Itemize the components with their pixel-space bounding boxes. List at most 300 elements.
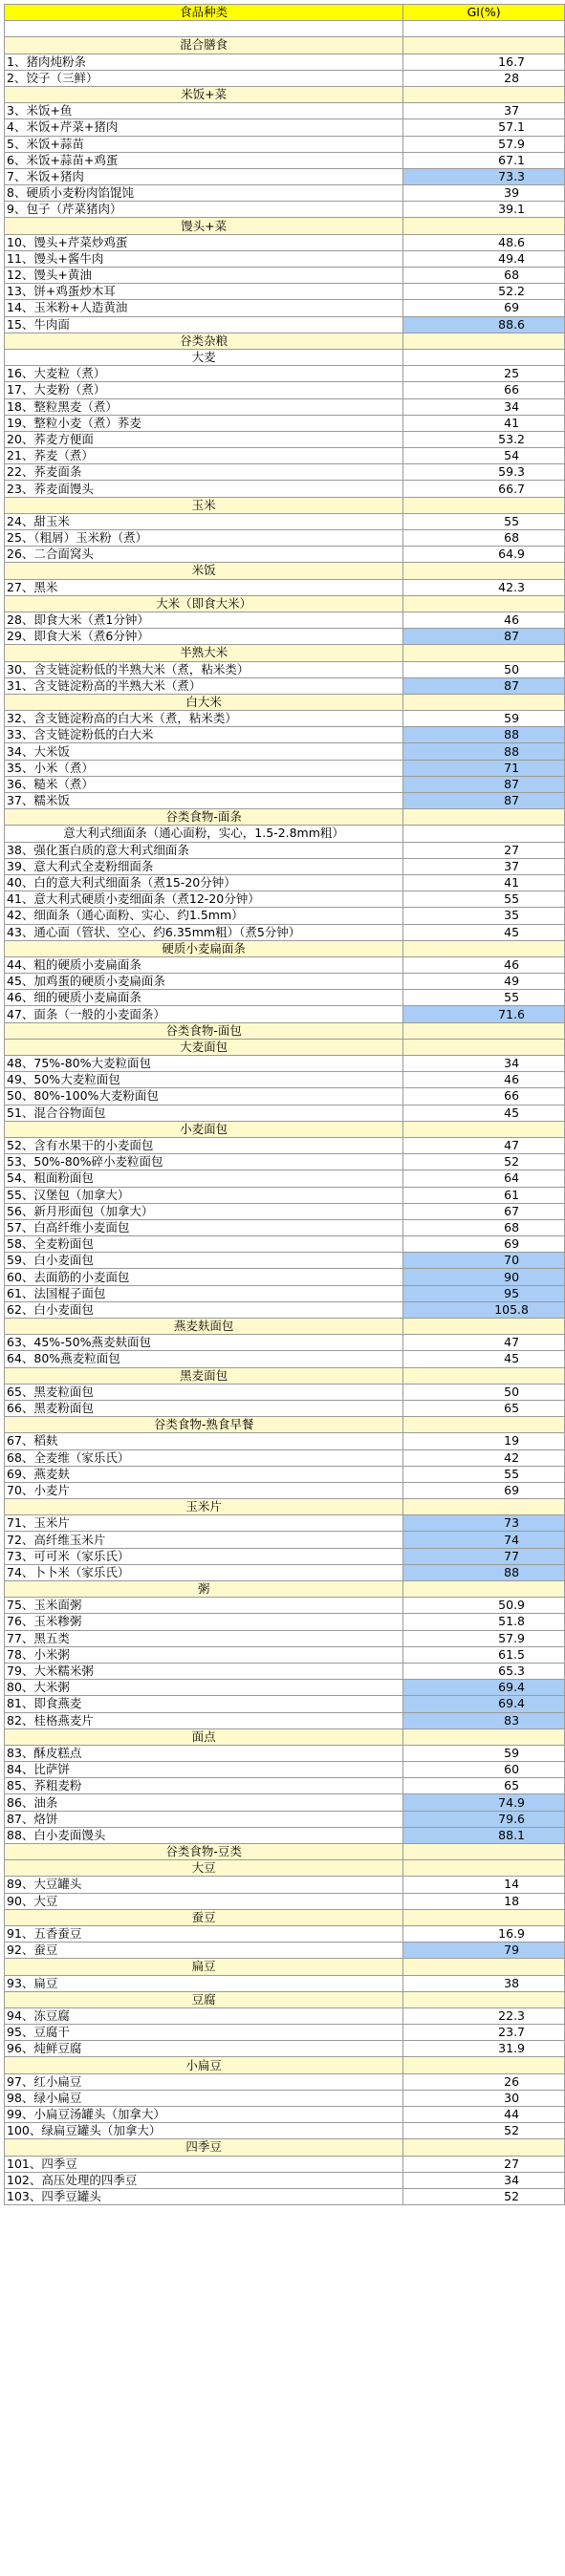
food-name-cell: 96、炖鲜豆腐 <box>5 2041 403 2057</box>
section-gi-cell <box>403 1039 565 1055</box>
section-row <box>5 1991 565 2007</box>
food-name-cell: 97、红小扁豆 <box>5 2073 403 2090</box>
food-name-cell: 63、45%-50%燕麦麸面包 <box>5 1335 403 1351</box>
food-name-cell: 90、大豆 <box>5 1893 403 1909</box>
gi-value-cell: 18 <box>403 1893 565 1909</box>
gi-value-cell: 105.8 <box>403 1301 565 1318</box>
gi-value-cell: 65.3 <box>403 1663 565 1679</box>
gi-value-cell: 28 <box>403 70 565 86</box>
food-name-cell: 17、大麦粉（煮） <box>5 382 403 398</box>
gi-value-cell: 45 <box>403 1351 565 1367</box>
food-name-cell: 26、二合面窝头 <box>5 547 403 563</box>
section-gi-cell <box>403 1959 565 1975</box>
table-row <box>5 1515 565 1532</box>
table-row <box>5 956 565 973</box>
food-name-cell: 66、黑麦粉面包 <box>5 1400 403 1416</box>
food-name-cell: 50、80%-100%大麦粉面包 <box>5 1088 403 1105</box>
section-gi-cell <box>403 1499 565 1515</box>
table-row <box>5 54 565 70</box>
food-name-cell: 33、含支链淀粉低的白大米 <box>5 727 403 743</box>
food-name-cell: 27、黑米 <box>5 579 403 595</box>
food-name-cell: 8、硬质小麦粉肉馅馄饨 <box>5 185 403 202</box>
blank-row <box>5 21 565 37</box>
section-row <box>5 1728 565 1745</box>
food-name-cell: 70、小麦片 <box>5 1482 403 1498</box>
section-gi-cell <box>403 1909 565 1925</box>
food-name-cell: 64、80%燕麦粒面包 <box>5 1351 403 1367</box>
food-name-cell: 86、油条 <box>5 1794 403 1811</box>
table-row <box>5 1680 565 1696</box>
gi-value-cell: 74 <box>403 1532 565 1548</box>
gi-value-cell: 55 <box>403 891 565 908</box>
food-name-cell: 56、新月形面包（加拿大） <box>5 1203 403 1219</box>
table-row <box>5 924 565 940</box>
food-name-cell: 77、黑五类 <box>5 1630 403 1646</box>
section-row <box>5 1022 565 1039</box>
table-row <box>5 1105 565 1121</box>
section-title: 燕麦麸面包 <box>5 1319 403 1335</box>
table-row <box>5 300 565 316</box>
gi-value-cell: 79.6 <box>403 1811 565 1827</box>
food-name-cell: 71、玉米片 <box>5 1515 403 1532</box>
food-name-cell: 95、豆腐干 <box>5 2025 403 2041</box>
gi-value-cell: 46 <box>403 612 565 628</box>
food-name-cell: 35、小米（煮） <box>5 760 403 776</box>
food-name-cell: 60、去面筋的小麦面包 <box>5 1269 403 1285</box>
table-row <box>5 284 565 300</box>
table-row <box>5 760 565 776</box>
gi-value-cell: 39 <box>403 185 565 202</box>
table-row <box>5 677 565 694</box>
section-title: 半熟大米 <box>5 645 403 661</box>
section-title: 蚕豆 <box>5 1909 403 1925</box>
section-gi-cell <box>403 349 565 365</box>
table-row <box>5 1006 565 1022</box>
table-row <box>5 103 565 119</box>
table-row <box>5 464 565 481</box>
table-row <box>5 1794 565 1811</box>
food-name-cell: 52、含有水果干的小麦面包 <box>5 1137 403 1153</box>
gi-value-cell: 47 <box>403 1335 565 1351</box>
food-name-cell: 18、整粒黑麦（煮） <box>5 398 403 415</box>
gi-value-cell: 14 <box>403 1877 565 1893</box>
gi-value-cell: 51.8 <box>403 1614 565 1630</box>
table-row <box>5 481 565 497</box>
table-row <box>5 250 565 267</box>
food-name-cell: 5、米饭+蒜苗 <box>5 136 403 152</box>
table-row <box>5 793 565 809</box>
table-row <box>5 711 565 727</box>
blank-cell <box>403 21 565 37</box>
food-name-cell: 16、大麦粒（煮） <box>5 366 403 382</box>
food-name-cell: 24、甜玉米 <box>5 513 403 529</box>
food-name-cell: 31、含支链淀粉高的半熟大米（煮） <box>5 677 403 694</box>
section-row <box>5 2057 565 2073</box>
section-gi-cell <box>403 1417 565 1433</box>
section-gi-cell <box>403 563 565 579</box>
table-row <box>5 530 565 547</box>
section-gi-cell <box>403 694 565 710</box>
gi-value-cell: 71.6 <box>403 1006 565 1022</box>
section-row <box>5 333 565 349</box>
table-row <box>5 1335 565 1351</box>
food-name-cell: 11、馒头+酱牛肉 <box>5 250 403 267</box>
food-name-cell: 48、75%-80%大麦粒面包 <box>5 1056 403 1072</box>
section-title: 意大利式细面条（通心面粉，实心，1.5-2.8mm粗） <box>5 826 403 842</box>
gi-value-cell: 69 <box>403 300 565 316</box>
food-name-cell: 37、糯米饭 <box>5 793 403 809</box>
section-title: 玉米 <box>5 497 403 513</box>
section-title: 谷类食物-面包 <box>5 1022 403 1039</box>
table-row <box>5 1532 565 1548</box>
food-name-cell: 91、五香蚕豆 <box>5 1925 403 1942</box>
section-row <box>5 694 565 710</box>
food-name-cell: 7、米饭+猪肉 <box>5 168 403 184</box>
table-row <box>5 858 565 874</box>
table-row <box>5 415 565 431</box>
food-name-cell: 45、加鸡蛋的硬质小麦扁面条 <box>5 974 403 990</box>
food-name-cell: 89、大豆罐头 <box>5 1877 403 1893</box>
gi-value-cell: 66 <box>403 382 565 398</box>
table-row <box>5 1219 565 1235</box>
section-gi-cell <box>403 2057 565 2073</box>
table-row <box>5 2073 565 2090</box>
gi-value-cell: 74.9 <box>403 1794 565 1811</box>
table-row <box>5 1614 565 1630</box>
food-name-cell: 49、50%大麦粒面包 <box>5 1072 403 1088</box>
food-name-cell: 72、高纤维玉米片 <box>5 1532 403 1548</box>
gi-value-cell: 41 <box>403 415 565 431</box>
table-row <box>5 119 565 136</box>
table-row <box>5 1187 565 1203</box>
table-row <box>5 2107 565 2123</box>
food-name-cell: 78、小米粥 <box>5 1646 403 1663</box>
table-row <box>5 2188 565 2204</box>
table-row <box>5 1154 565 1170</box>
table-row <box>5 1925 565 1942</box>
food-name-cell: 1、猪肉炖粉条 <box>5 54 403 70</box>
food-name-cell: 83、酥皮糕点 <box>5 1745 403 1761</box>
section-title: 混合膳食 <box>5 37 403 54</box>
section-title: 谷类杂粮 <box>5 333 403 349</box>
table-row <box>5 776 565 792</box>
section-gi-cell <box>403 1319 565 1335</box>
food-name-cell: 61、法国棍子面包 <box>5 1285 403 1301</box>
table-row <box>5 1056 565 1072</box>
section-row <box>5 940 565 956</box>
gi-value-cell: 87 <box>403 629 565 645</box>
section-row <box>5 595 565 612</box>
section-title: 米饭+菜 <box>5 86 403 102</box>
food-name-cell: 6、米饭+蒜苗+鸡蛋 <box>5 152 403 168</box>
gi-value-cell: 60 <box>403 1762 565 1778</box>
header-food-category: 食品种类 <box>5 5 403 21</box>
gi-value-cell: 69 <box>403 1236 565 1253</box>
gi-value-cell: 37 <box>403 103 565 119</box>
gi-value-cell: 42.3 <box>403 579 565 595</box>
table-row <box>5 2090 565 2106</box>
section-gi-cell <box>403 218 565 234</box>
section-row <box>5 218 565 234</box>
gi-value-cell: 59.3 <box>403 464 565 481</box>
food-name-cell: 74、卜卜米（家乐氏） <box>5 1564 403 1580</box>
section-title: 面点 <box>5 1728 403 1745</box>
table-row <box>5 70 565 86</box>
gi-value-cell: 41 <box>403 874 565 891</box>
food-name-cell: 3、米饭+鱼 <box>5 103 403 119</box>
table-row <box>5 234 565 250</box>
gi-value-cell: 66 <box>403 1088 565 1105</box>
food-name-cell: 68、全麦维（家乐氏） <box>5 1449 403 1466</box>
section-title: 谷类食物-面条 <box>5 809 403 826</box>
section-row <box>5 826 565 842</box>
gi-value-cell: 55 <box>403 990 565 1006</box>
section-row <box>5 2139 565 2156</box>
section-gi-cell <box>403 497 565 513</box>
table-row <box>5 1827 565 1843</box>
food-name-cell: 75、玉米面粥 <box>5 1598 403 1614</box>
food-name-cell: 81、即食燕麦 <box>5 1696 403 1712</box>
food-name-cell: 20、荞麦方便面 <box>5 431 403 447</box>
section-gi-cell <box>403 940 565 956</box>
food-name-cell: 69、燕麦麸 <box>5 1466 403 1482</box>
gi-value-cell: 68 <box>403 1219 565 1235</box>
gi-value-cell: 52 <box>403 2188 565 2204</box>
food-name-cell: 93、扁豆 <box>5 1975 403 1991</box>
section-row <box>5 1581 565 1598</box>
food-name-cell: 25、（粗屑）玉米粉（煮） <box>5 530 403 547</box>
gi-value-cell: 30 <box>403 2090 565 2106</box>
table-row <box>5 1663 565 1679</box>
gi-value-cell: 39.1 <box>403 202 565 218</box>
table-row <box>5 1285 565 1301</box>
table-row <box>5 974 565 990</box>
table-row <box>5 1203 565 1219</box>
food-name-cell: 99、小扁豆汤罐头（加拿大） <box>5 2107 403 2123</box>
food-name-cell: 76、玉米糁粥 <box>5 1614 403 1630</box>
section-title: 黑麦面包 <box>5 1367 403 1384</box>
table-row <box>5 1400 565 1416</box>
gi-value-cell: 55 <box>403 1466 565 1482</box>
food-name-cell: 38、强化蛋白质的意大利式细面条 <box>5 842 403 858</box>
section-gi-cell <box>403 37 565 54</box>
section-gi-cell <box>403 86 565 102</box>
section-row <box>5 1417 565 1433</box>
gi-value-cell: 69.4 <box>403 1680 565 1696</box>
gi-value-cell: 47 <box>403 1137 565 1153</box>
table-row <box>5 1762 565 1778</box>
table-row <box>5 185 565 202</box>
gi-value-cell: 45 <box>403 1105 565 1121</box>
gi-value-cell: 71 <box>403 760 565 776</box>
table-row <box>5 2025 565 2041</box>
gi-value-cell: 59 <box>403 711 565 727</box>
table-row <box>5 661 565 677</box>
table-row <box>5 448 565 464</box>
table-row <box>5 727 565 743</box>
gi-value-cell: 79 <box>403 1943 565 1959</box>
table-row <box>5 1893 565 1909</box>
table-row <box>5 1351 565 1367</box>
food-name-cell: 65、黑麦粒面包 <box>5 1384 403 1400</box>
section-title: 谷类食物-豆类 <box>5 1844 403 1860</box>
table-row <box>5 990 565 1006</box>
gi-value-cell: 57.1 <box>403 119 565 136</box>
section-gi-cell <box>403 645 565 661</box>
food-name-cell: 21、荞麦（煮） <box>5 448 403 464</box>
food-name-cell: 36、糙米（煮） <box>5 776 403 792</box>
gi-value-cell: 68 <box>403 530 565 547</box>
gi-value-cell: 34 <box>403 2172 565 2188</box>
food-name-cell: 100、绿扁豆罐头（加拿大） <box>5 2123 403 2139</box>
table-row <box>5 1877 565 1893</box>
table-row <box>5 202 565 218</box>
gi-value-cell: 90 <box>403 1269 565 1285</box>
food-name-cell: 14、玉米粉+人造黄油 <box>5 300 403 316</box>
table-row <box>5 1253 565 1269</box>
gi-value-cell: 95 <box>403 1285 565 1301</box>
gi-value-cell: 65 <box>403 1778 565 1794</box>
section-gi-cell <box>403 1844 565 1860</box>
food-name-cell: 73、可可米（家乐氏） <box>5 1548 403 1564</box>
table-row <box>5 1466 565 1482</box>
food-name-cell: 41、意大利式硬质小麦细面条（煮12-20分钟） <box>5 891 403 908</box>
section-title: 硬质小麦扁面条 <box>5 940 403 956</box>
food-name-cell: 87、烙饼 <box>5 1811 403 1827</box>
section-gi-cell <box>403 1860 565 1877</box>
food-name-cell: 54、粗面粉面包 <box>5 1170 403 1187</box>
gi-value-cell: 16.9 <box>403 1925 565 1942</box>
section-gi-cell <box>403 2139 565 2156</box>
gi-value-cell: 34 <box>403 1056 565 1072</box>
section-gi-cell <box>403 1581 565 1598</box>
gi-value-cell: 87 <box>403 793 565 809</box>
gi-value-cell: 45 <box>403 924 565 940</box>
section-gi-cell <box>403 826 565 842</box>
table-row <box>5 547 565 563</box>
gi-value-cell: 50 <box>403 661 565 677</box>
gi-value-cell: 88.1 <box>403 1827 565 1843</box>
gi-value-cell: 26 <box>403 2073 565 2090</box>
table-row <box>5 874 565 891</box>
table-row <box>5 2123 565 2139</box>
gi-value-cell: 52 <box>403 1154 565 1170</box>
gi-value-cell: 57.9 <box>403 1630 565 1646</box>
food-name-cell: 88、白小麦面馒头 <box>5 1827 403 1843</box>
gi-value-cell: 73 <box>403 1515 565 1532</box>
section-row <box>5 1860 565 1877</box>
gi-value-cell: 34 <box>403 398 565 415</box>
food-name-cell: 92、蚕豆 <box>5 1943 403 1959</box>
table-row <box>5 743 565 760</box>
section-row <box>5 563 565 579</box>
food-name-cell: 79、大米糯米粥 <box>5 1663 403 1679</box>
food-name-cell: 67、稻麸 <box>5 1433 403 1449</box>
gi-value-cell: 19 <box>403 1433 565 1449</box>
table-row <box>5 1975 565 1991</box>
gi-value-cell: 48.6 <box>403 234 565 250</box>
table-row <box>5 2041 565 2057</box>
section-title: 小麦面包 <box>5 1121 403 1137</box>
gi-value-cell: 88.6 <box>403 316 565 333</box>
section-row <box>5 497 565 513</box>
food-name-cell: 47、面条（一般的小麦面条） <box>5 1006 403 1022</box>
table-row <box>5 431 565 447</box>
food-name-cell: 15、牛肉面 <box>5 316 403 333</box>
food-name-cell: 59、白小麦面包 <box>5 1253 403 1269</box>
table-row <box>5 908 565 924</box>
gi-value-cell: 54 <box>403 448 565 464</box>
gi-value-cell: 52.2 <box>403 284 565 300</box>
table-row <box>5 1449 565 1466</box>
table-row <box>5 513 565 529</box>
gi-value-cell: 27 <box>403 842 565 858</box>
food-name-cell: 51、混合谷物面包 <box>5 1105 403 1121</box>
section-title: 大豆 <box>5 1860 403 1877</box>
gi-value-cell: 57.9 <box>403 136 565 152</box>
table-row <box>5 842 565 858</box>
food-name-cell: 2、饺子（三鲜） <box>5 70 403 86</box>
gi-value-cell: 44 <box>403 2107 565 2123</box>
gi-value-cell: 50.9 <box>403 1598 565 1614</box>
gi-value-cell: 67 <box>403 1203 565 1219</box>
gi-value-cell: 49.4 <box>403 250 565 267</box>
food-name-cell: 98、绿小扁豆 <box>5 2090 403 2106</box>
food-name-cell: 29、即食大米（煮6分钟） <box>5 629 403 645</box>
food-name-cell: 84、比萨饼 <box>5 1762 403 1778</box>
table-row <box>5 1811 565 1827</box>
section-row <box>5 1319 565 1335</box>
section-row <box>5 1959 565 1975</box>
section-title: 四季豆 <box>5 2139 403 2156</box>
section-row <box>5 349 565 365</box>
section-row <box>5 1121 565 1137</box>
section-gi-cell <box>403 333 565 349</box>
table-row <box>5 1384 565 1400</box>
gi-value-cell: 68 <box>403 268 565 284</box>
table-row <box>5 366 565 382</box>
food-name-cell: 42、细面条（通心面粉、实心、约1.5mm） <box>5 908 403 924</box>
blank-cell <box>5 21 403 37</box>
food-name-cell: 34、大米饭 <box>5 743 403 760</box>
gi-value-cell: 87 <box>403 677 565 694</box>
section-row <box>5 1909 565 1925</box>
section-title: 馒头+菜 <box>5 218 403 234</box>
gi-value-cell: 27 <box>403 2156 565 2172</box>
table-row <box>5 2172 565 2188</box>
gi-value-cell: 77 <box>403 1548 565 1564</box>
section-row <box>5 1367 565 1384</box>
gi-value-cell: 64.9 <box>403 547 565 563</box>
food-name-cell: 46、细的硬质小麦扁面条 <box>5 990 403 1006</box>
gi-value-cell: 38 <box>403 1975 565 1991</box>
gi-value-cell: 46 <box>403 1072 565 1088</box>
gi-value-cell: 67.1 <box>403 152 565 168</box>
table-row <box>5 1170 565 1187</box>
table-row <box>5 316 565 333</box>
table-row <box>5 612 565 628</box>
section-title: 大麦面包 <box>5 1039 403 1055</box>
table-row <box>5 1598 565 1614</box>
section-title: 米饭 <box>5 563 403 579</box>
gi-value-cell: 46 <box>403 956 565 973</box>
food-name-cell: 9、包子（芹菜猪肉） <box>5 202 403 218</box>
gi-value-cell: 88 <box>403 743 565 760</box>
food-name-cell: 32、含支链淀粉高的白大米（煮，粘米类） <box>5 711 403 727</box>
food-name-cell: 23、荞麦面馒头 <box>5 481 403 497</box>
gi-table-sheet <box>4 4 565 2205</box>
section-gi-cell <box>403 1121 565 1137</box>
